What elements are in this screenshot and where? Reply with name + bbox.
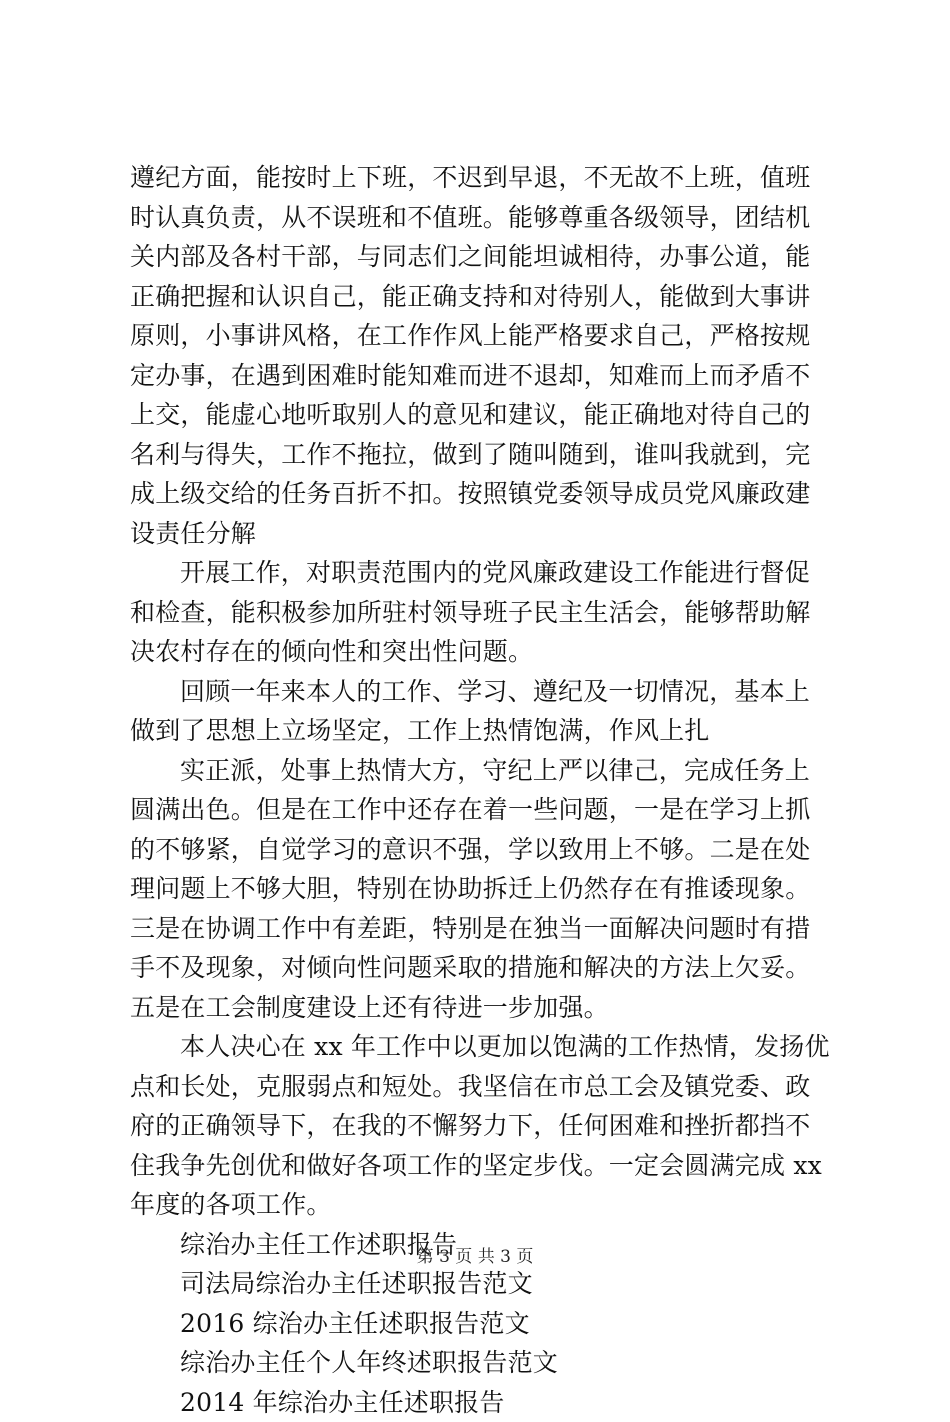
text-line: 司法局综治办主任述职报告范文	[130, 1264, 830, 1304]
text-line: 综治办主任个人年终述职报告范文	[130, 1343, 830, 1383]
page-footer: 第 3 页 共 3 页	[0, 1242, 950, 1267]
text-line: 遵纪方面，能按时上下班，不迟到早退，不无故不上班，值班	[130, 158, 830, 198]
text-line: 年度的各项工作。	[130, 1185, 830, 1225]
text-line: 理问题上不够大胆，特别在协助拆迁上仍然存在有推诿现象。	[130, 869, 830, 909]
text-line: 手不及现象，对倾向性问题采取的措施和解决的方法上欠妥。	[130, 948, 830, 988]
text-line: 原则，小事讲风格，在工作作风上能严格要求自己，严格按规	[130, 316, 830, 356]
text-line: 决农村存在的倾向性和突出性问题。	[130, 632, 830, 672]
text-line: 点和长处，克服弱点和短处。我坚信在市总工会及镇党委、政	[130, 1067, 830, 1107]
text-line: 府的正确领导下，在我的不懈努力下，任何困难和挫折都挡不	[130, 1106, 830, 1146]
text-line: 名利与得失，工作不拖拉，做到了随叫随到，谁叫我就到，完	[130, 435, 830, 475]
text-line: 时认真负责，从不误班和不值班。能够尊重各级领导，团结机	[130, 198, 830, 238]
text-line: 回顾一年来本人的工作、学习、遵纪及一切情况，基本上	[130, 672, 830, 712]
text-line: 关内部及各村干部，与同志们之间能坦诚相待，办事公道，能	[130, 237, 830, 277]
text-line: 定办事，在遇到困难时能知难而进不退却，知难而上而矛盾不	[130, 356, 830, 396]
text-line: 实正派，处事上热情大方，守纪上严以律己，完成任务上	[130, 751, 830, 791]
text-line: 三是在协调工作中有差距，特别是在独当一面解决问题时有措	[130, 909, 830, 949]
text-line: 住我争先创优和做好各项工作的坚定步伐。一定会圆满完成 xx	[130, 1146, 830, 1186]
text-line: 圆满出色。但是在工作中还存在着一些问题，一是在学习上抓	[130, 790, 830, 830]
body-text	[130, 158, 830, 1422]
text-line: 开展工作，对职责范围内的党风廉政建设工作能进行督促	[130, 553, 830, 593]
text-line: 本人决心在 xx 年工作中以更加以饱满的工作热情，发扬优	[130, 1027, 830, 1067]
text-line: 正确把握和认识自己，能正确支持和对待别人，能做到大事讲	[130, 277, 830, 317]
text-line: 综治办主任工作述职报告	[130, 1225, 830, 1265]
text-line: 2014 年综治办主任述职报告	[130, 1383, 830, 1422]
text-line: 和检查，能积极参加所驻村领导班子民主生活会，能够帮助解	[130, 593, 830, 633]
text-line: 2016 综治办主任述职报告范文	[130, 1304, 830, 1344]
text-line: 做到了思想上立场坚定，工作上热情饱满，作风上扎	[130, 711, 830, 751]
text-line: 设责任分解	[130, 514, 830, 554]
text-line: 的不够紧，自觉学习的意识不强，学以致用上不够。二是在处	[130, 830, 830, 870]
text-line: 五是在工会制度建设上还有待进一步加强。	[130, 988, 830, 1028]
text-line: 上交，能虚心地听取别人的意见和建议，能正确地对待自己的	[130, 395, 830, 435]
text-line: 成上级交给的任务百折不扣。按照镇党委领导成员党风廉政建	[130, 474, 830, 514]
